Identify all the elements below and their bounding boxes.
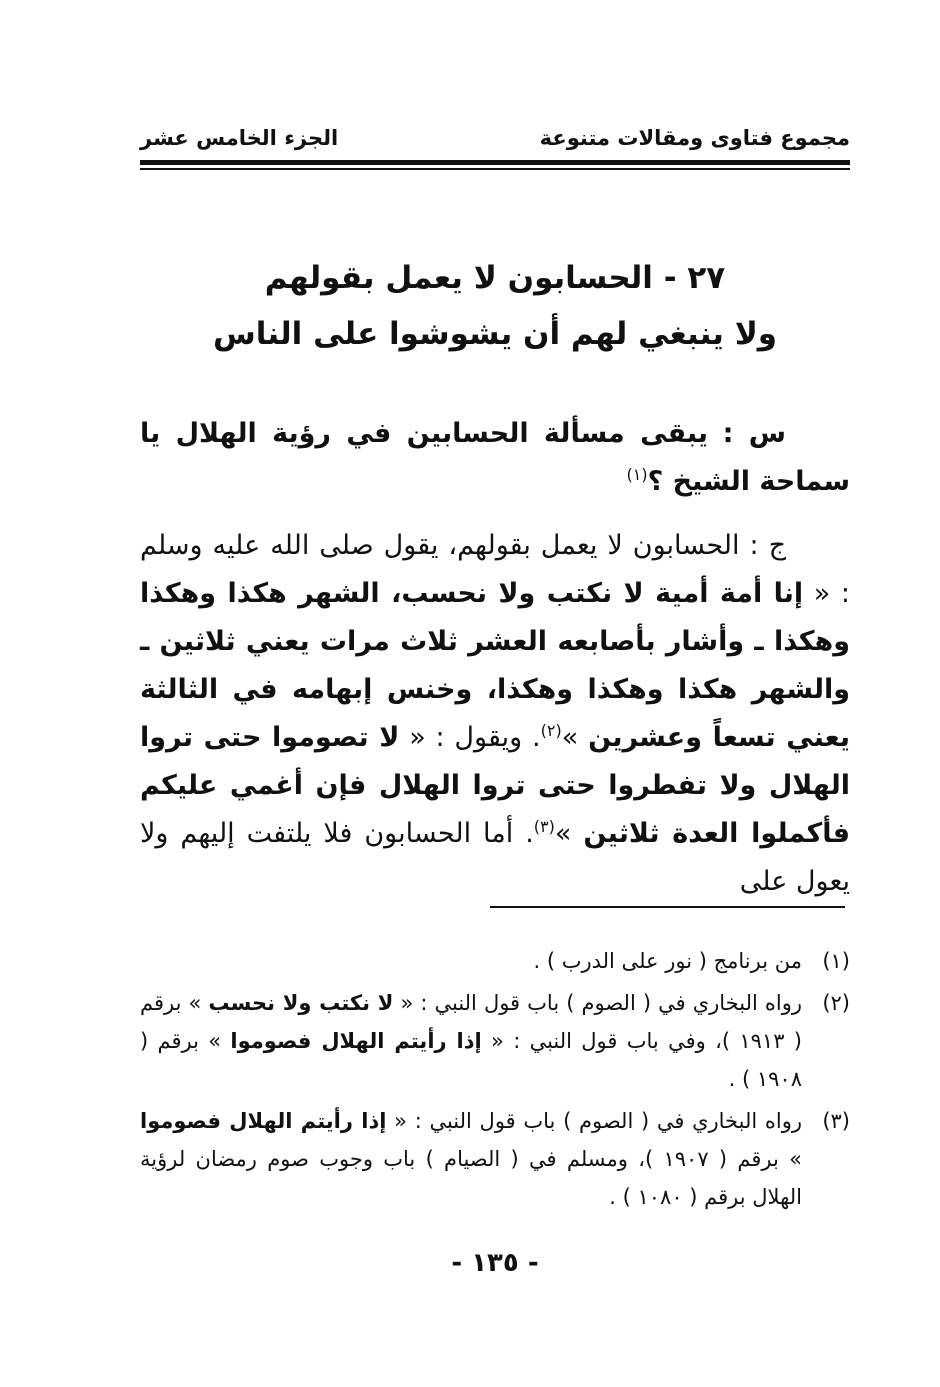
answer-segment-2: » <box>561 722 579 753</box>
answer-segment-1: الحسابون لا يعمل بقولهم، يقول صلى الله عليه وسلم : « <box>140 530 850 609</box>
chapter-title-line-2: ولا ينبغي لهم أن يشوشوا على الناس <box>212 316 778 352</box>
footnote-1-text: من برنامج ( نور على الدرب ) . <box>533 949 802 973</box>
book-title: مجموع فتاوى ومقالات متنوعة <box>539 126 850 150</box>
header-rule-thin <box>140 168 850 170</box>
page-number: - ١٣٥ - <box>451 1248 539 1278</box>
footnote-3-quote-1: إذا رأيتم الهلال فصوموا <box>140 1109 387 1133</box>
footnote-number: (٣) <box>822 1109 850 1133</box>
answer-segment-5: . أما الحسابون فلا يلتفت إليهم ولا يعول على <box>140 818 850 897</box>
footnote-ref-3: (٣) <box>533 817 555 836</box>
footnote-3-part-2: » برقم ( ١٩٠٧ )، ومسلم في ( الصيام ) باب وجوب صوم رمضان لرؤية الهلال برقم ( ١٠٨٠ ) . <box>140 1147 802 1209</box>
footnote-text <box>140 942 802 980</box>
footnote-separator <box>490 906 845 908</box>
footnote-3 <box>140 1102 850 1216</box>
footnote-1 <box>140 942 850 980</box>
footnotes <box>140 942 850 1220</box>
chapter-title <box>140 250 850 362</box>
footnote-3-part-1: رواه البخاري في ( الصوم ) باب قول النبي : « <box>394 1109 802 1133</box>
chapter-title-line-1: ٢٧ - الحسابون لا يعمل بقولهم <box>264 260 726 296</box>
answer-segment-4: » <box>554 818 572 849</box>
footnote-2-quote-2: إذا رأيتم الهلال فصوموا <box>230 1029 482 1053</box>
footnote-text <box>140 984 802 1098</box>
footnote-2 <box>140 984 850 1098</box>
footnote-2-part-3: » برقم ( ١٩٠٨ ) . <box>140 1029 802 1091</box>
footnote-2-quote-1: لا نكتب ولا نحسب <box>208 991 394 1015</box>
hadith-quote-2: لا تصوموا حتى تروا الهلال ولا تفطروا حتى تروا الهلال فإن أغمي عليكم فأكملوا العدة ثلاثين <box>140 722 851 849</box>
footnote-ref-1: (١) <box>626 465 648 484</box>
footnote-ref-2: (٢) <box>540 721 562 740</box>
footnote-2-part-1: رواه البخاري في ( الصوم ) باب قول النبي : « <box>400 991 802 1015</box>
question-paragraph <box>140 410 850 506</box>
footnote-number: (٢) <box>822 991 850 1015</box>
header-rule-thick <box>140 160 850 165</box>
question-marker: س : <box>722 418 786 449</box>
answer-paragraph <box>140 522 850 906</box>
question-text: يبقى مسألة الحسابين في رؤية الهلال يا سماحة الشيخ ؟ <box>140 418 850 497</box>
running-header <box>140 120 850 156</box>
footnote-2-part-2: » برقم ( ١٩١٣ )، وفي باب قول النبي : « <box>140 991 802 1053</box>
footnote-text <box>140 1102 802 1216</box>
hadith-quote-1: إنا أمة أمية لا نكتب ولا نحسب، الشهر هكذا وهكذا وهكذا ـ وأشار بأصابعه العشر ثلاث مرات يعني ثلاثين ـ والشهر هكذا وهكذا وهكذا، وخنس إبهامه في الثالثة يعني تسعاً وعشرين <box>140 578 850 753</box>
answer-marker: ج : <box>749 530 786 561</box>
volume-label: الجزء الخامس عشر <box>140 126 339 150</box>
main-text <box>140 410 850 906</box>
footnote-number: (١) <box>822 949 850 973</box>
answer-segment-3: . ويقول : « <box>409 722 541 753</box>
